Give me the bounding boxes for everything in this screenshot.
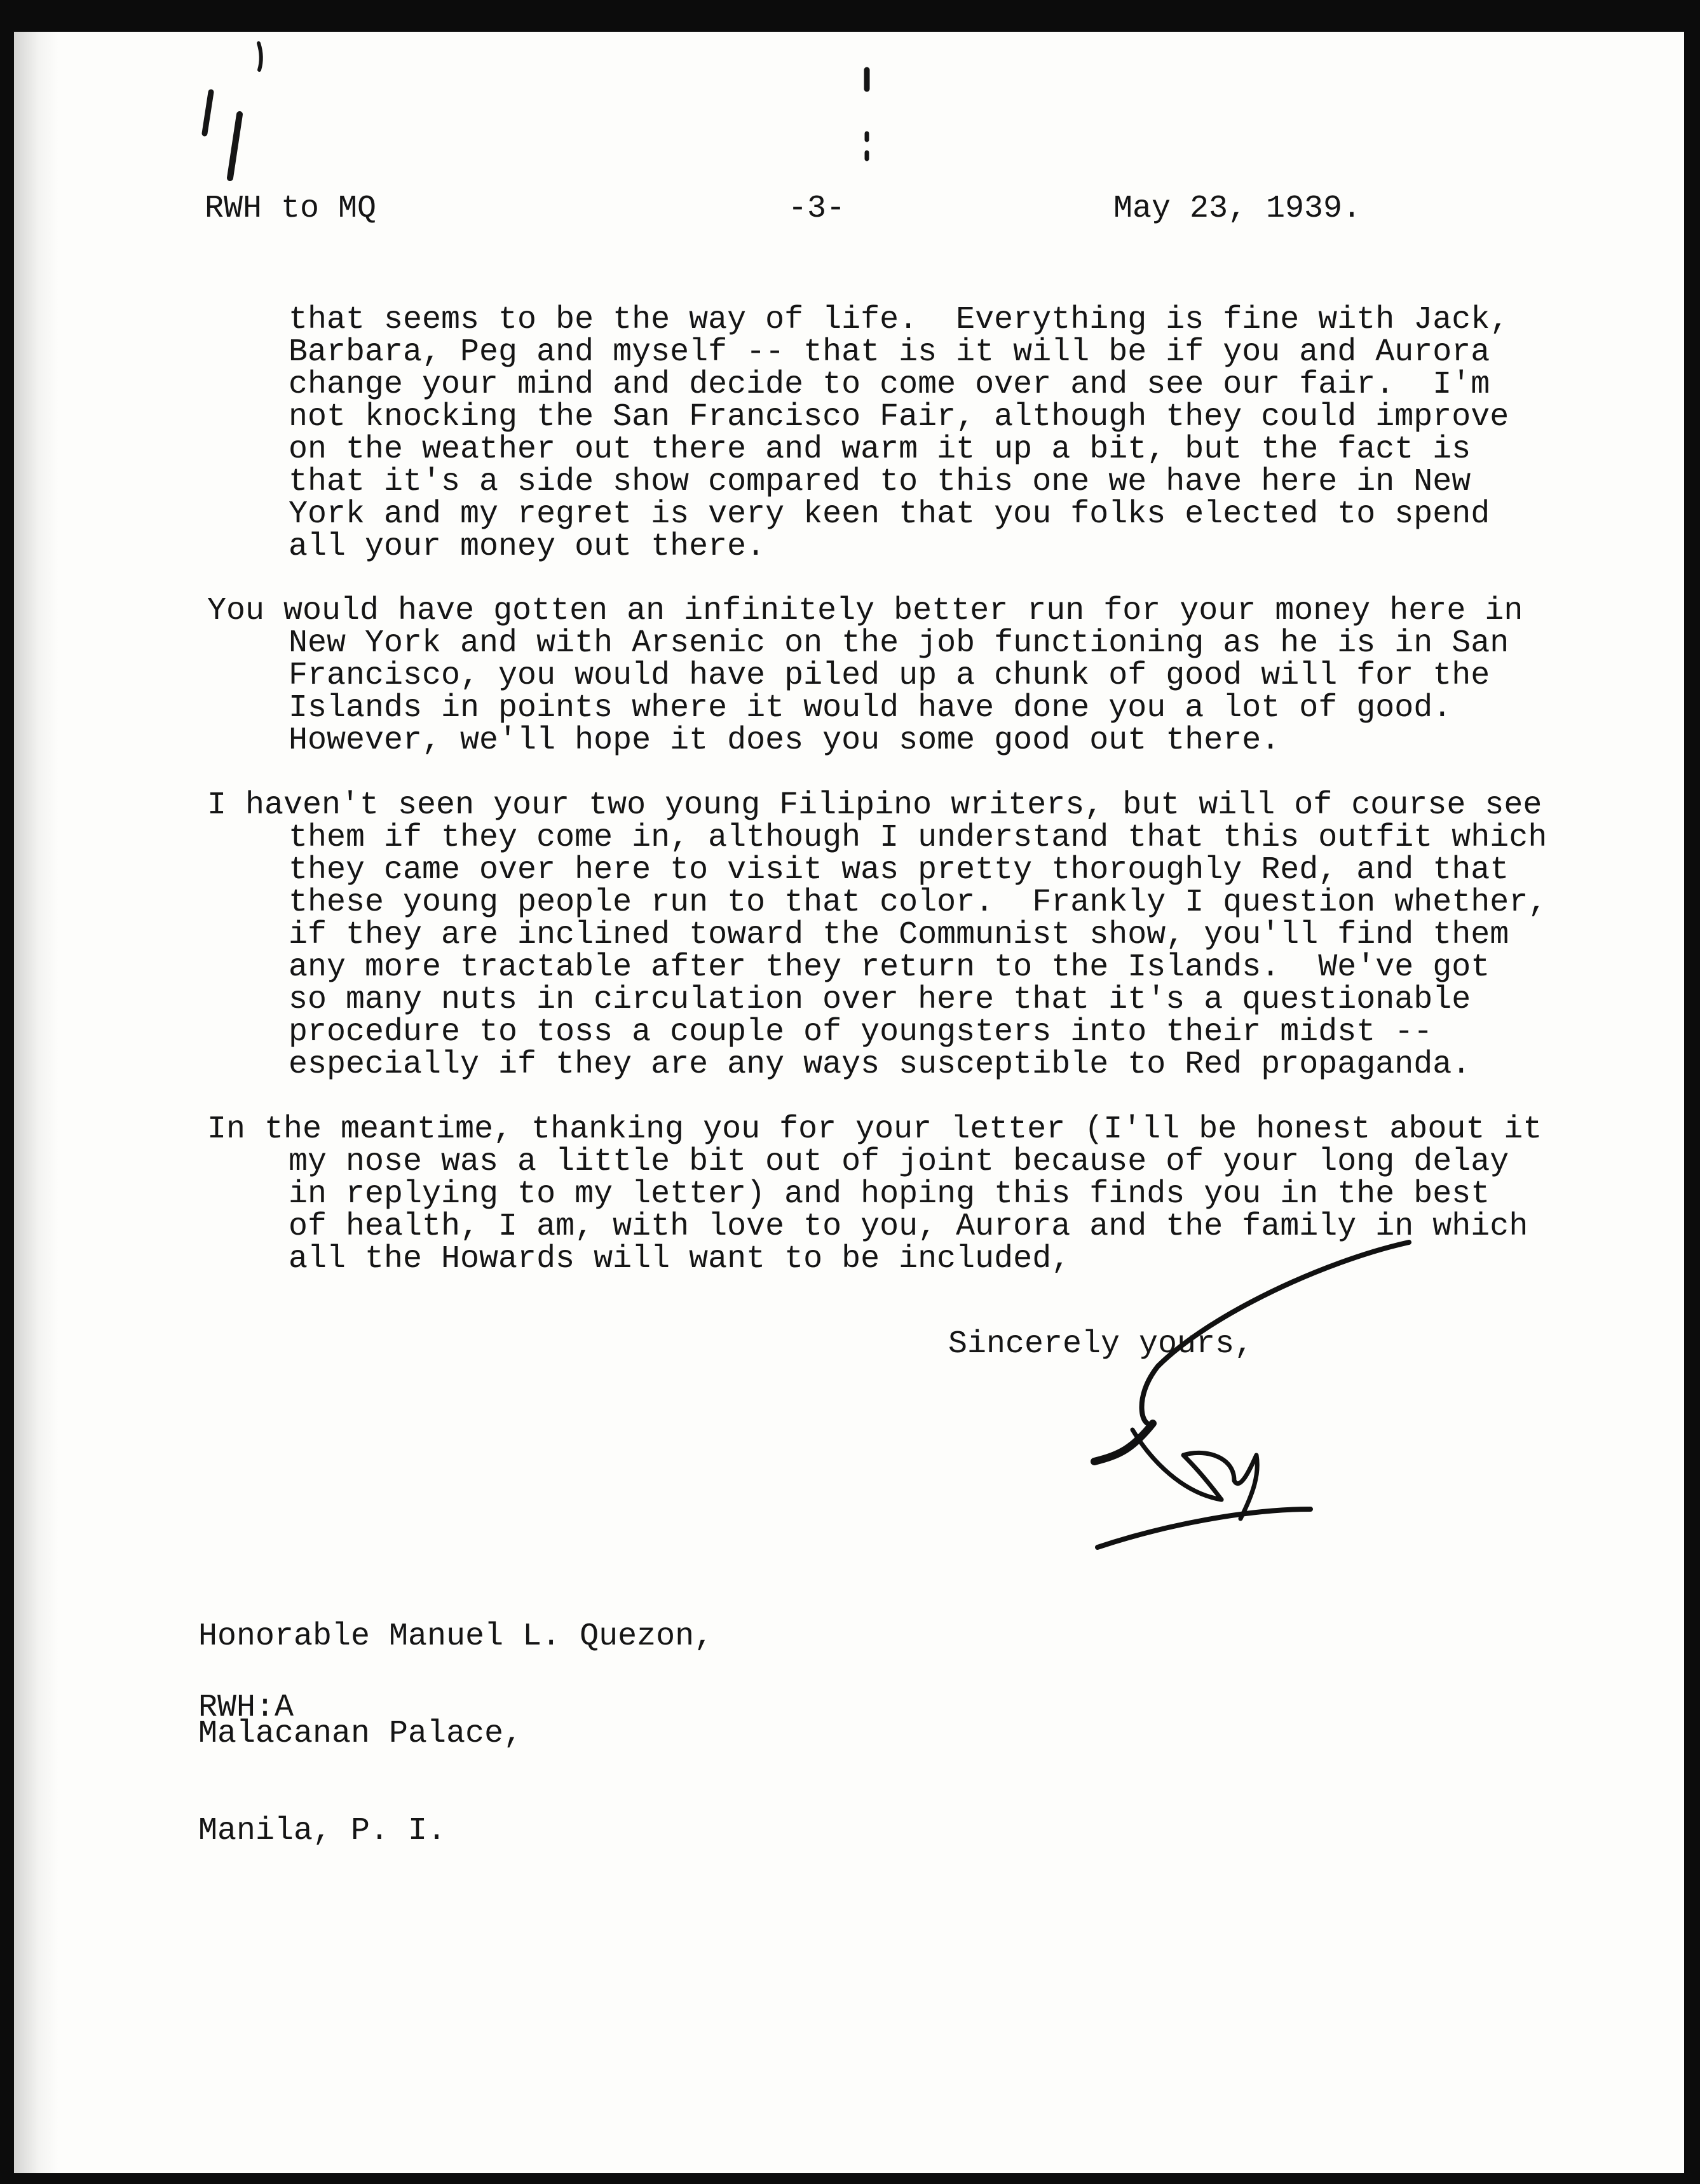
signature: [1094, 1242, 1409, 1547]
paragraph-line: that seems to be the way of life. Everything is fine with Jack,: [289, 302, 1509, 338]
header-reference: RWH to MQ: [205, 191, 377, 227]
closing-salutation: Sincerely yours,: [948, 1326, 1254, 1362]
letter-page: [14, 32, 1684, 2173]
paragraph-line: New York and with Arsenic on the job functioning as he is in San: [289, 625, 1509, 661]
paragraph-line: I haven't seen your two young Filipino writers, but will of course see: [207, 787, 1542, 824]
address-line: Malacanan Palace,: [198, 1716, 523, 1752]
paragraph-line: them if they come in, although I understand that this outfit which: [289, 820, 1547, 856]
paragraph-line: any more tractable after they return to the Islands. We've got: [289, 949, 1490, 986]
paragraph-line: all the Howards will want to be included,: [289, 1241, 1071, 1277]
address-line: Honorable Manuel L. Quezon,: [198, 1618, 714, 1655]
address-line: Manila, P. I.: [198, 1813, 447, 1849]
paragraph-line: Barbara, Peg and myself -- that is it will be if you and Aurora: [289, 334, 1490, 370]
paragraph-line: York and my regret is very keen that you folks elected to spend: [289, 496, 1490, 532]
paragraph-line: However, we'll hope it does you some good out there.: [289, 722, 1281, 759]
paragraph-line: change your mind and decide to come over and see our fair. I'm: [289, 367, 1490, 403]
paragraph-line: Francisco, you would have piled up a chunk of good will for the: [289, 658, 1490, 694]
paragraph-line: if they are inclined toward the Communist show, you'll find them: [289, 917, 1509, 953]
letter-date: May 23, 1939.: [1113, 191, 1362, 227]
paragraph-line: these young people run to that color. Frankly I question whether,: [289, 885, 1547, 921]
paragraph-line: In the meantime, thanking you for your letter (I'll be honest about it: [207, 1111, 1542, 1148]
paragraph-line: that it's a side show compared to this one we have here in New: [289, 464, 1471, 500]
paragraph-line: procedure to toss a couple of youngsters into their midst --: [289, 1014, 1433, 1050]
margin-pencil-marks: [205, 43, 867, 178]
paragraph-line: Islands in points where it would have done you a lot of good.: [289, 690, 1452, 726]
paragraph-line: so many nuts in circulation over here that it's a questionable: [289, 982, 1471, 1018]
page-number: -3-: [788, 191, 846, 227]
paragraph-line: especially if they are any ways susceptible to Red propaganda.: [289, 1047, 1471, 1083]
paragraph-line: in replying to my letter) and hoping this finds you in the best: [289, 1176, 1490, 1212]
typist-initials: RWH:A: [198, 1690, 294, 1726]
paragraph-line: my nose was a little bit out of joint because of your long delay: [289, 1144, 1509, 1180]
paragraph-line: of health, I am, with love to you, Aurora and the family in which: [289, 1209, 1528, 1245]
paragraph-line: they came over here to visit was pretty thoroughly Red, and that: [289, 852, 1509, 888]
handwritten-marks: [14, 32, 1684, 2173]
paragraph-line: on the weather out there and warm it up a bit, but the fact is: [289, 431, 1471, 468]
paragraph-line: You would have gotten an infinitely better run for your money here in: [207, 593, 1523, 629]
paragraph-line: all your money out there.: [289, 529, 766, 565]
paragraph-line: not knocking the San Francisco Fair, although they could improve: [289, 399, 1509, 435]
